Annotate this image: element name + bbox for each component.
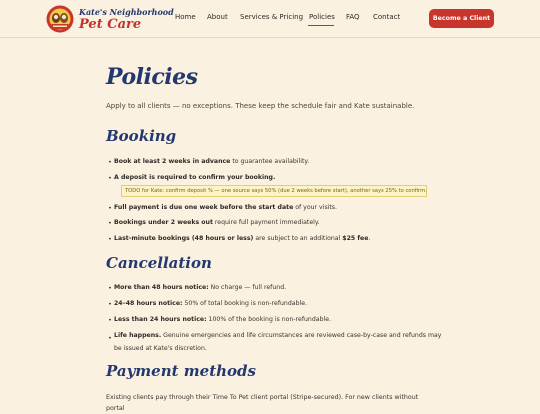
todo-note: TODO for Kate: confirm deposit % — one source says 50% (due 2 weeks before start), another says 25% to confirm.: [121, 185, 427, 197]
cancellation-item: • More than 48 hours notice: No charge — full refund.: [108, 284, 287, 292]
pet-care-logo-icon[interactable]: [46, 5, 74, 33]
nav-home[interactable]: Home: [175, 13, 196, 21]
site-header: [0, 0, 540, 38]
booking-item: • Book at least 2 weeks in advance to guarantee availability.: [108, 158, 310, 166]
bullet-icon: •: [108, 158, 112, 166]
booking-item: • A deposit is required to confirm your booking.: [108, 174, 276, 182]
cancellation-item: • 24–48 hours notice: 50% of total booking is non-refundable.: [108, 300, 307, 308]
brand-name-line1[interactable]: Kate's Neighborhood: [79, 7, 174, 17]
booking-item: • Bookings under 2 weeks out require full payment immediately.: [108, 219, 320, 227]
page-title: Policies: [106, 64, 198, 90]
booking-item: • Full payment is due one week before the start date of your visits.: [108, 204, 337, 212]
nav-about[interactable]: About: [207, 13, 228, 21]
booking-heading: Booking: [106, 127, 177, 145]
page-intro: Apply to all clients — no exceptions. These keep the schedule fair and Kate sustainable.: [106, 102, 415, 110]
bullet-icon: •: [108, 334, 112, 342]
main-content: [0, 38, 540, 412]
nav-active-underline: [308, 25, 334, 26]
payment-methods-heading: Payment methods: [106, 362, 256, 380]
nav-services-pricing[interactable]: Services & Pricing: [240, 13, 304, 21]
cancellation-item: • Life happens. Genuine emergencies and life circumstances are reviewed case-by-case and refunds may be issued at Kate's discretion.: [108, 332, 442, 352]
become-a-client-button[interactable]: Become a Client: [429, 9, 494, 28]
nav-contact[interactable]: Contact: [373, 13, 401, 21]
payment-methods-text: Existing clients pay through their Time To Pet client portal (Stripe-secured). For new clients without portal: [106, 394, 419, 412]
bullet-icon: •: [108, 219, 112, 227]
bullet-icon: •: [108, 235, 112, 243]
bullet-icon: •: [108, 316, 112, 324]
bullet-icon: •: [108, 284, 112, 292]
cancellation-item: • Less than 24 hours notice: 100% of the booking is non-refundable.: [108, 316, 331, 324]
bullet-icon: •: [108, 174, 112, 182]
cancellation-heading: Cancellation: [106, 254, 212, 272]
nav-faq[interactable]: FAQ: [346, 13, 360, 21]
booking-item: • Last-minute bookings (48 hours or less) are subject to an additional $25 fee.: [108, 235, 371, 243]
nav-policies[interactable]: Policies: [309, 13, 335, 21]
bullet-icon: •: [108, 204, 112, 212]
bullet-icon: •: [108, 300, 112, 308]
brand-name-line2[interactable]: Pet Care: [79, 17, 142, 32]
